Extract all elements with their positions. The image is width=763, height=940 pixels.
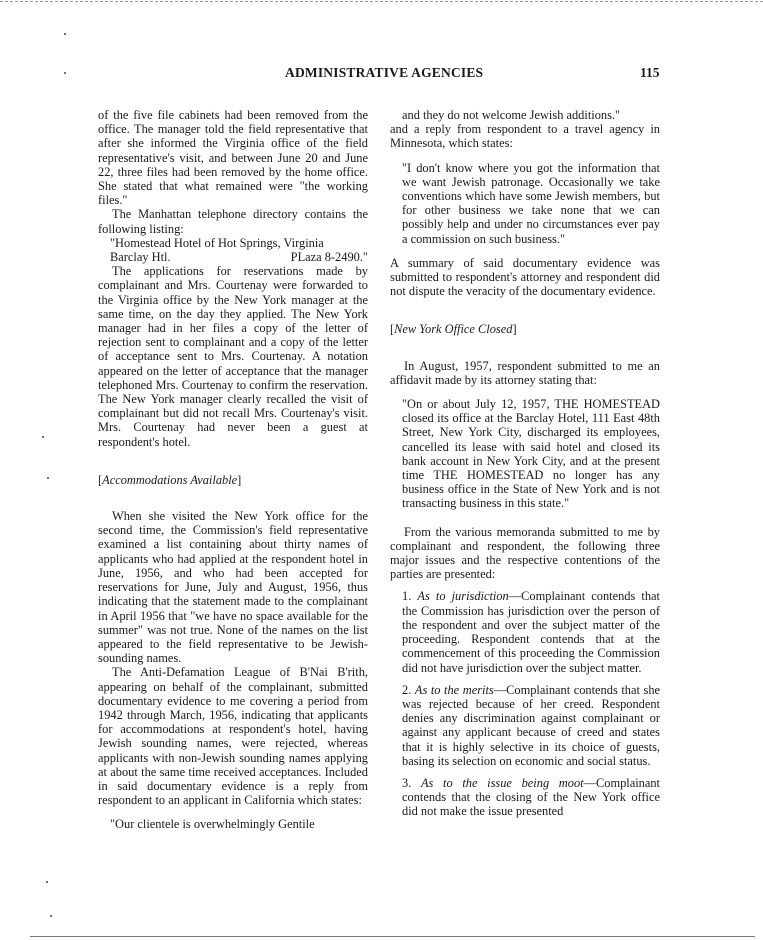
- running-header-title: ADMINISTRATIVE AGENCIES: [285, 65, 484, 80]
- paragraph: The Manhattan telephone directory contains the following listing:: [98, 207, 368, 236]
- bottom-scan-edge: [30, 936, 755, 937]
- right-column: [390, 108, 660, 819]
- heading-bracket: [: [98, 472, 103, 487]
- issue-text: —Complainant contends that the closing of the New York office did not make the issue presented: [402, 775, 660, 819]
- scan-speck: [50, 915, 52, 917]
- paragraph: and a reply from respondent to a travel agency in Minnesota, which states:: [390, 122, 660, 151]
- top-scan-edge: [0, 1, 763, 2]
- listing-phone: PLaza 8-2490.": [290, 250, 368, 265]
- block-quote: and they do not welcome Jewish additions.": [402, 108, 621, 122]
- section-heading: [98, 473, 368, 487]
- issue-label: As to the merits: [414, 682, 494, 697]
- paragraph: The applications for reservations made by complainant and Mrs. Courtenay were forwarded to the Virginia office by the New York manager at the same time, on the day they applied. The New York manager had in her files a copy of the letter of rejection sent to complainant and a copy of the letter of acceptance sent to Mrs. Courtenay. A notation appeared on the letter of acceptance that the manager telephoned Mrs. Courtenay to confirm the reservation. The New York manager clearly recalled the visit of complainant but did not recall Mrs. Courtenay's visit. Mrs. Courtenay had never been a guest at respondent's hotel.: [98, 264, 368, 449]
- issue-item: [390, 776, 660, 819]
- scan-speck: [42, 436, 44, 438]
- scan-speck: [64, 72, 66, 74]
- heading-bracket: ]: [237, 472, 242, 487]
- paragraph: In August, 1957, respondent submitted to me an affidavit made by its attorney stating that:: [390, 358, 660, 387]
- left-column: [98, 108, 368, 832]
- issue-item: [390, 683, 660, 768]
- heading-text: New York Office Closed: [394, 322, 513, 337]
- page-number: 115: [640, 65, 660, 80]
- directory-listing: [98, 236, 368, 264]
- listing-line: [98, 250, 368, 264]
- issue-text: —Complainant contends that the Commission has jurisdiction over the person of the respondent and over the subject matter of the proceeding. Respondent contends that at the commencement of this proceeding the Commission did not have jurisdiction over the subject matter.: [402, 589, 660, 675]
- issue-label: As to jurisdiction: [417, 589, 509, 604]
- section-heading: [390, 322, 660, 336]
- scan-speck: [46, 881, 48, 883]
- scan-speck: [64, 33, 66, 35]
- heading-text: Accommodations Available: [102, 472, 238, 487]
- paragraph: A summary of said documentary evidence was submitted to respondent's attorney and respondent did not dispute the veracity of the documentary evidence.: [390, 255, 660, 299]
- block-quote: "Our clientele is overwhelmingly Gentile: [110, 817, 315, 832]
- issue-label: As to the issue being moot: [420, 775, 584, 790]
- scan-speck: [47, 477, 49, 479]
- paragraph: The Anti-Defamation League of B'Nai B'rith, appearing on behalf of the complainant, submitted documentary evidence to me covering a period from 1942 through March, 1956, indicating that applicants for accommodations at respondent's hotel, having Jewish sounding names, were rejected, whereas applicants with non-Jewish sounding names applying at about the same time received acceptances. Included in said documentary evidence is a reply from respondent to an applicant in California which states:: [98, 665, 368, 808]
- heading-bracket: [: [390, 322, 395, 337]
- issue-item: [390, 589, 660, 674]
- issue-number: 3.: [402, 775, 421, 790]
- paragraph: When she visited the New York office for the second time, the Commission's field representative examined a list containing about thirty names of applicants who had applied at the respondent hotel in June, 1956, and who had been accepted for reservations for June, July and August, 1956, thus indicating that the statement made to the complainant in April 1956 that "we have no space available for the summer" was not true. None of the names on the list appeared to the field representative to be Jewish-sounding names.: [98, 509, 368, 666]
- listing-name: Barclay Htl.: [110, 250, 171, 265]
- issue-number: 1.: [402, 589, 418, 604]
- issue-text: —Complainant contends that she was rejected because of her creed. Respondent denies any discrimination against complainant or against any applicant because of creed and states that it is highly selective in its choice of guests, basing its selection on economic and social status.: [402, 682, 661, 768]
- heading-bracket: ]: [512, 322, 517, 337]
- issue-number: 2.: [402, 682, 415, 697]
- paragraph: From the various memoranda submitted to me by complainant and respondent, the following three major issues and the respective contentions of the parties are presented:: [390, 524, 660, 582]
- listing-line: "Homestead Hotel of Hot Springs, Virginia: [110, 235, 324, 250]
- block-quote: "I don't know where you got the information that we want Jewish patronage. Occasionally we take conventions which have some Jewish members, but for other business we take none that we can possibly help and under no circumstances ever pay a commission on such business.": [402, 160, 660, 246]
- paragraph: of the five file cabinets had been removed from the office. The manager told the field representative that after she informed the Virginia office of the field representative's visit, and between June 20 and June 22, three files had been removed by the home office. She stated that what remained were "the working files.": [98, 108, 368, 208]
- block-quote: "On or about July 12, 1957, THE HOMESTEAD closed its office at the Barclay Hotel, 111 East 48th Street, New York City, discharged its employees, cancelled its lease with said hotel and closed its bank account in New York City, and at the present time THE HOMESTEAD no longer has any business office in the State of New York and is not transacting business in this state.": [402, 397, 660, 511]
